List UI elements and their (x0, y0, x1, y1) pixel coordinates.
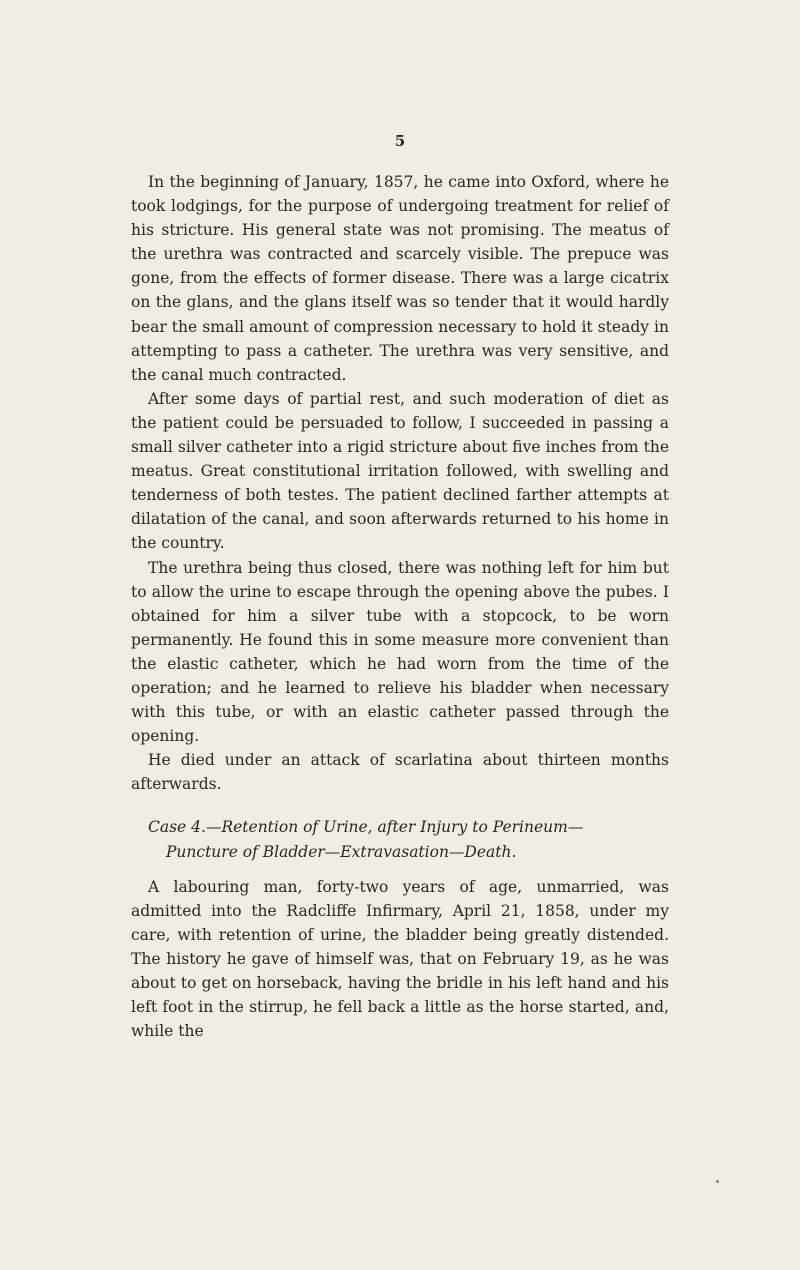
case-heading (131, 815, 669, 863)
paper-speck (716, 1180, 719, 1183)
case-heading-line-1: Case 4.—Retention of Urine, after Injury to Perineum— (148, 818, 584, 837)
page-number: 5 (394, 132, 406, 150)
paragraph-silver-tube: The urethra being thus closed, there was nothing left for him but to allow the urine to escape through the opening above the pubes. I obtained for him a silver tube with a stopcock, to be worn permanently. He found this in some measure more convenient than the elastic catheter, which he had worn from the time of the operation; and he learned to relieve his bladder when necessary with this tube, or with an elastic catheter passed through the opening. (131, 558, 669, 746)
case-heading-line-2: Puncture of Bladder—Extravasation—Death. (166, 842, 517, 861)
paragraph-january-treatment: In the beginning of January, 1857, he came into Oxford, where he took lodgings, for the purpose of undergoing treatment for relief of his stricture. His general state was not promising. The meatus of the urethra was contracted and scarcely visible. The prepuce was gone, from the effects of former disease. There was a large cicatrix on the glans, and the glans itself was so tender that it would hardly bear the small amount of compression necessary to hold it steady in attempting to pass a catheter. The urethra was very sensitive, and the canal much contracted. (131, 173, 669, 384)
paragraph-catheter-attempt: After some days of partial rest, and such moderation of diet as the patient could be persuaded to follow, I succeeded in passing a small silver catheter into a rigid stricture about five inches from the meatus. Great constitutional irritation followed, with swelling and tenderness of both testes. The patient declined farther attempts at dilatation of the canal, and soon afterwards returned to his home in the country. (131, 389, 669, 553)
body-text (131, 170, 669, 1043)
paragraph-death: He died under an attack of scarlatina about thirteen months afterwards. (131, 751, 669, 794)
paragraph-case-4: A labouring man, forty-two years of age, unmarried, was admitted into the Radcliffe Infirmary, April 21, 1858, under my care, with retention of urine, the bladder being greatly distended. The history he gave of himself was, that on February 19, as he was about to get on horseback, having the bridle in his left hand and his left foot in the stirrup, he fell back a little as the horse started, and, while the (131, 877, 669, 1041)
